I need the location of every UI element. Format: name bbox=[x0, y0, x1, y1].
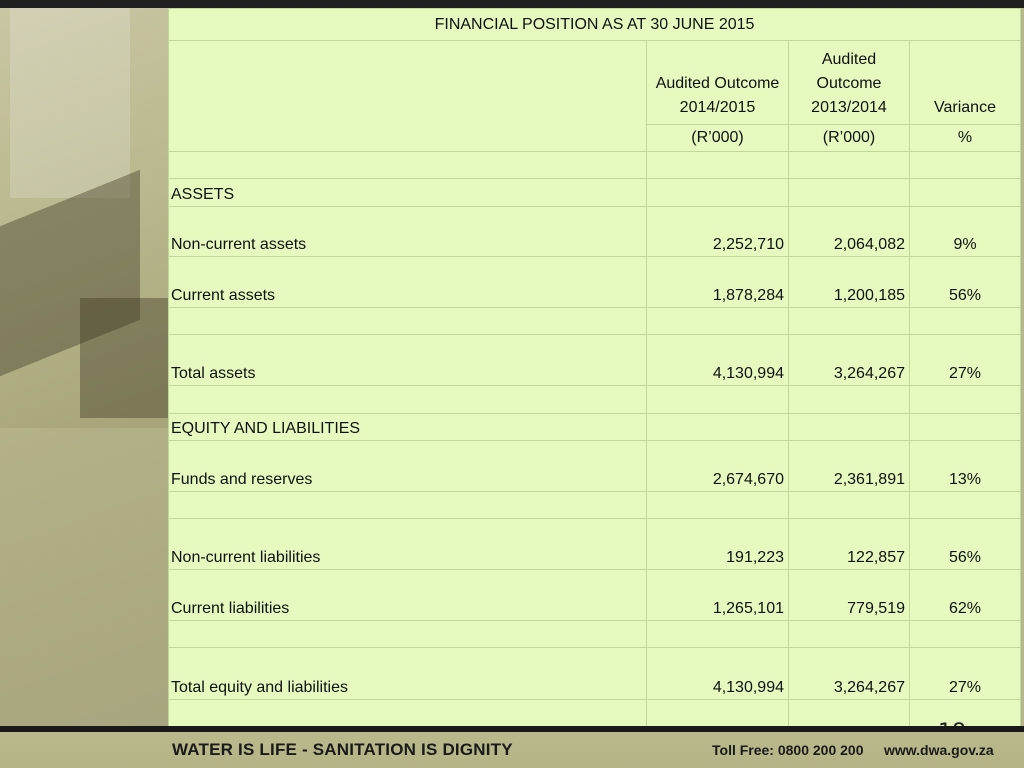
row-label: Funds and reserves bbox=[169, 441, 647, 492]
row-value-2014-2015: 1,265,101 bbox=[647, 570, 789, 621]
row-value-2013-2014 bbox=[789, 179, 910, 207]
row-variance: 9% bbox=[910, 207, 1021, 257]
row-label: Non-current assets bbox=[169, 207, 647, 257]
row-label: ASSETS bbox=[169, 179, 647, 207]
row-variance bbox=[910, 308, 1021, 335]
row-value-2013-2014 bbox=[789, 308, 910, 335]
table-row bbox=[169, 179, 1021, 207]
row-value-2013-2014 bbox=[789, 414, 910, 441]
row-value-2013-2014 bbox=[789, 386, 910, 414]
row-value-2013-2014 bbox=[789, 152, 910, 179]
row-variance: 27% bbox=[910, 335, 1021, 386]
row-label: Total equity and liabilities bbox=[169, 648, 647, 700]
unit-col2: (R’000) bbox=[789, 125, 910, 152]
row-variance: 13% bbox=[910, 441, 1021, 492]
row-value-2014-2015: 2,252,710 bbox=[647, 207, 789, 257]
row-value-2013-2014: 3,264,267 bbox=[789, 335, 910, 386]
header-blank-cell bbox=[169, 41, 647, 152]
row-value-2014-2015 bbox=[647, 700, 789, 728]
row-variance: 56% bbox=[910, 257, 1021, 308]
footer-bar bbox=[0, 726, 1024, 768]
row-variance bbox=[910, 492, 1021, 519]
row-variance bbox=[910, 414, 1021, 441]
row-value-2014-2015: 4,130,994 bbox=[647, 335, 789, 386]
row-value-2013-2014: 2,361,891 bbox=[789, 441, 910, 492]
row-label: Total assets bbox=[169, 335, 647, 386]
row-value-2014-2015 bbox=[647, 414, 789, 441]
table-row bbox=[169, 648, 1021, 700]
row-label bbox=[169, 492, 647, 519]
table-title-row bbox=[169, 9, 1021, 41]
table-row bbox=[169, 152, 1021, 179]
row-value-2014-2015 bbox=[647, 386, 789, 414]
table-row bbox=[169, 335, 1021, 386]
row-label bbox=[169, 621, 647, 648]
row-value-2014-2015: 191,223 bbox=[647, 519, 789, 570]
header-audited-2014-2015: Audited Outcome 2014/2015 bbox=[647, 41, 789, 125]
row-variance: 56% bbox=[910, 519, 1021, 570]
row-label: Current liabilities bbox=[169, 570, 647, 621]
background-block-shadow bbox=[80, 298, 168, 418]
table-row bbox=[169, 207, 1021, 257]
table-row bbox=[169, 414, 1021, 441]
row-value-2013-2014: 122,857 bbox=[789, 519, 910, 570]
row-value-2014-2015: 1,878,284 bbox=[647, 257, 789, 308]
row-variance: 62% bbox=[910, 570, 1021, 621]
row-value-2013-2014 bbox=[789, 700, 910, 728]
table-header-row bbox=[169, 41, 1021, 125]
row-label: Non-current liabilities bbox=[169, 519, 647, 570]
row-value-2014-2015 bbox=[647, 308, 789, 335]
row-value-2013-2014 bbox=[789, 492, 910, 519]
row-label: EQUITY AND LIABILITIES bbox=[169, 414, 647, 441]
table-row bbox=[169, 441, 1021, 492]
table-row bbox=[169, 700, 1021, 728]
row-value-2013-2014 bbox=[789, 621, 910, 648]
row-variance bbox=[910, 152, 1021, 179]
row-variance bbox=[910, 179, 1021, 207]
footer-slogan: WATER IS LIFE - SANITATION IS DIGNITY bbox=[172, 740, 513, 759]
table-row bbox=[169, 308, 1021, 335]
header-audited-2013-2014: Audited Outcome 2013/2014 bbox=[789, 41, 910, 125]
top-border bbox=[0, 0, 1024, 8]
table-row bbox=[169, 570, 1021, 621]
financial-position-table-area bbox=[168, 8, 1020, 726]
footer-website-link[interactable]: www.dwa.gov.za bbox=[884, 742, 994, 758]
row-variance bbox=[910, 621, 1021, 648]
row-variance bbox=[910, 386, 1021, 414]
table-row bbox=[169, 492, 1021, 519]
row-label bbox=[169, 308, 647, 335]
row-label bbox=[169, 700, 647, 728]
table-row bbox=[169, 519, 1021, 570]
row-value-2014-2015: 2,674,670 bbox=[647, 441, 789, 492]
header-variance: Variance bbox=[910, 41, 1021, 125]
background-photo bbox=[0, 8, 168, 726]
row-label: Current assets bbox=[169, 257, 647, 308]
background-pillar-highlight bbox=[10, 8, 130, 198]
table-row bbox=[169, 257, 1021, 308]
row-value-2014-2015: 4,130,994 bbox=[647, 648, 789, 700]
table-title: FINANCIAL POSITION AS AT 30 JUNE 2015 bbox=[169, 9, 1021, 41]
row-value-2014-2015 bbox=[647, 621, 789, 648]
financial-position-table bbox=[168, 8, 1021, 728]
table-row bbox=[169, 621, 1021, 648]
row-value-2013-2014: 2,064,082 bbox=[789, 207, 910, 257]
row-label bbox=[169, 152, 647, 179]
background-wall-light bbox=[0, 428, 168, 726]
row-value-2014-2015 bbox=[647, 179, 789, 207]
row-value-2014-2015 bbox=[647, 492, 789, 519]
row-variance: 27% bbox=[910, 648, 1021, 700]
row-value-2013-2014: 1,200,185 bbox=[789, 257, 910, 308]
row-value-2013-2014: 3,264,267 bbox=[789, 648, 910, 700]
unit-col1: (R’000) bbox=[647, 125, 789, 152]
unit-col3: % bbox=[910, 125, 1021, 152]
footer-tollfree: Toll Free: 0800 200 200 bbox=[712, 742, 864, 758]
table-row bbox=[169, 386, 1021, 414]
row-label bbox=[169, 386, 647, 414]
row-value-2013-2014: 779,519 bbox=[789, 570, 910, 621]
row-value-2014-2015 bbox=[647, 152, 789, 179]
